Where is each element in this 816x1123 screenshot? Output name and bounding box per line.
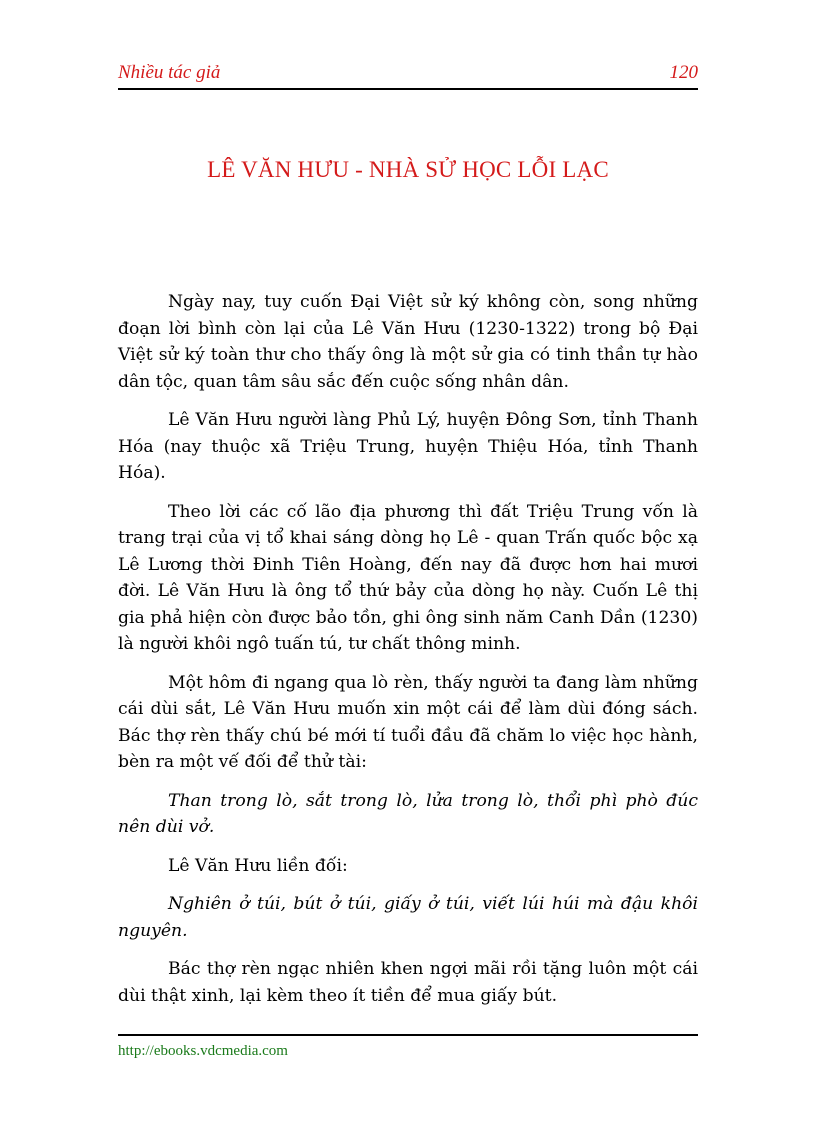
paragraph-intro: Ngày nay, tuy cuốn Đại Việt sử ký không còn, song những đoạn lời bình còn lại của Lê Văn Hưu (1230-1322) trong bộ Đại Việt sử ký toàn thư cho thấy ông là một sử gia có tinh thần tự hào dân tộc, quan tâm sâu sắc đến cuộc sống nhân dân. [118, 292, 698, 392]
paragraph-conclusion: Bác thợ rèn ngạc nhiên khen ngợi mãi rồi tặng luôn một cái dùi thật xinh, lại kèm theo ít tiền để mua giấy bút. [118, 959, 698, 1006]
verse-challenge: Than trong lò, sắt trong lò, lửa trong lò, thổi phì phò đúc nên dùi vở. [118, 790, 698, 837]
article-body [118, 289, 698, 1021]
page-number: 120 [669, 62, 698, 83]
chapter-title: LÊ VĂN HƯU - NHÀ SỬ HỌC LỖI LẠC [207, 157, 609, 182]
footer-url-link[interactable]: http://ebooks.vdcmedia.com [118, 1043, 288, 1059]
paragraph-anecdote: Một hôm đi ngang qua lò rèn, thấy người ta đang làm những cái dùi sắt, Lê Văn Hưu muốn xin một cái để làm dùi đóng sách. Bác thợ rèn thấy chú bé mới tí tuổi đầu đã chăm lo việc học hành, bèn ra một vế đối để thử tài: [118, 672, 698, 772]
paragraph-ancestry: Theo lời các cố lão địa phương thì đất Triệu Trung vốn là trang trại của vị tổ khai sáng dòng họ Lê - quan Trấn quốc bộc xạ Lê Lương thời Đinh Tiên Hoàng, đến nay đã được hơn hai mươi đời. Lê Văn Hưu là ông tổ thứ bảy của dòng họ này. Cuốn Lê thị gia phả hiện còn được bảo tồn, ghi ông sinh năm Canh Dần (1230) là người khôi ngô tuấn tú, tư chất thông minh. [118, 501, 698, 654]
footer-divider [118, 1034, 698, 1036]
paragraph-origin: Lê Văn Hưu người làng Phủ Lý, huyện Đông Sơn, tỉnh Thanh Hóa (nay thuộc xã Triệu Trung, huyện Thiệu Hóa, tỉnh Thanh Hóa). [118, 410, 698, 483]
header-author: Nhiều tác giả [118, 62, 221, 83]
verse-response: Nghiên ở túi, bút ở túi, giấy ở túi, viết lúi húi mà đậu khôi nguyên. [118, 894, 698, 941]
paragraph-response-intro: Lê Văn Hưu liền đối: [168, 855, 348, 876]
page-header [118, 62, 698, 90]
